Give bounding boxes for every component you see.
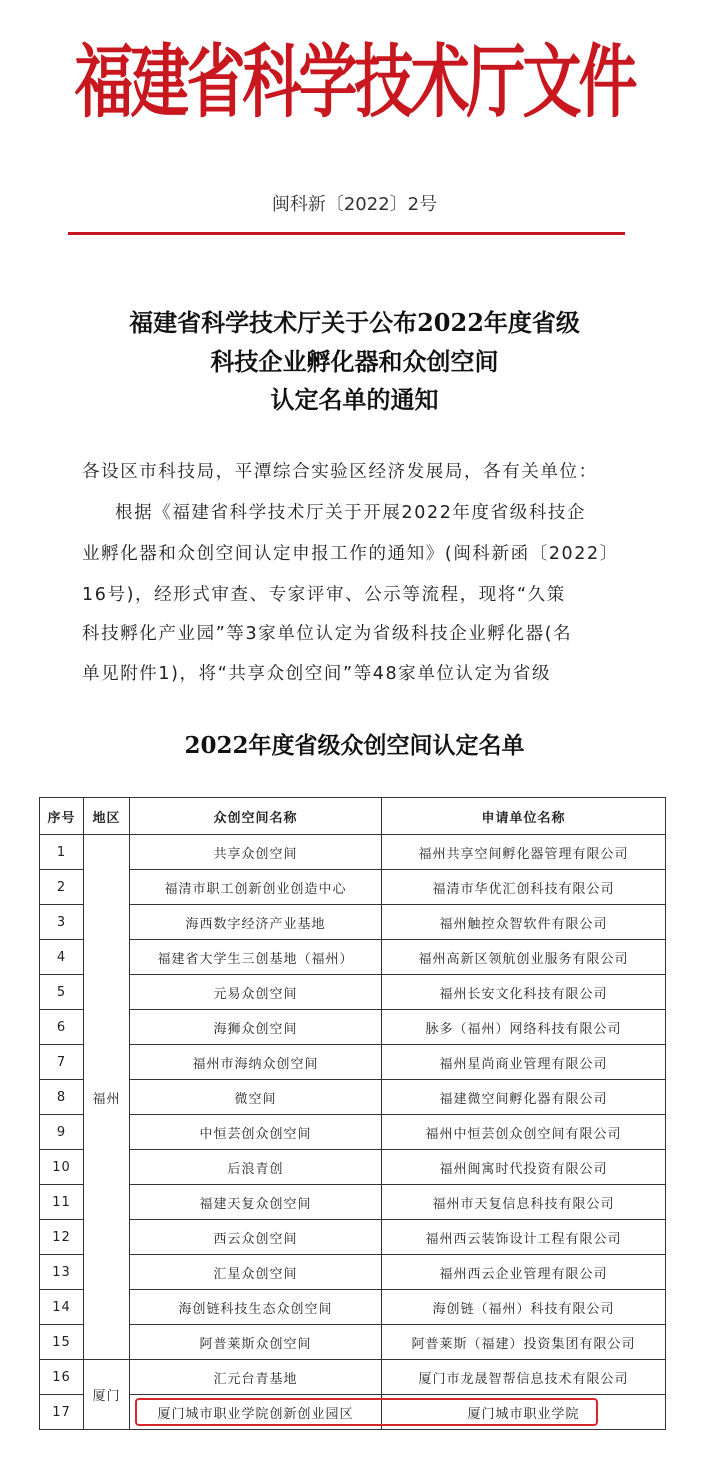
cell-applicant: 福州长安文化科技有限公司 <box>382 975 666 1010</box>
notice-title-line-3: 认定名单的通知 <box>270 385 439 414</box>
cell-space-name: 福建天复众创空间 <box>130 1185 382 1220</box>
cell-serial: 13 <box>40 1255 84 1290</box>
cell-region: 福州 <box>84 835 130 1360</box>
cell-space-name: 汇元台青基地 <box>130 1360 382 1395</box>
table-row <box>40 1325 666 1360</box>
cell-applicant: 脉多（福州）网络科技有限公司 <box>382 1010 666 1045</box>
cell-serial: 16 <box>40 1360 84 1395</box>
cell-serial: 3 <box>40 905 84 940</box>
cell-serial: 17 <box>40 1395 84 1430</box>
cell-applicant: 福州中恒芸创众创空间有限公司 <box>382 1115 666 1150</box>
table-row <box>40 1185 666 1220</box>
cell-applicant: 厦门市龙晟智帮信息技术有限公司 <box>382 1360 666 1395</box>
masthead-title: 福建省科学技术厅文件 <box>74 35 635 129</box>
list-section-title: 2022年度省级众创空间认定名单 <box>184 732 525 759</box>
cell-applicant: 海创链（福州）科技有限公司 <box>382 1290 666 1325</box>
body-text-line: 16号)，经形式审查、专家评审、公示等流程，现将“久策 <box>82 585 566 605</box>
table-row <box>40 1220 666 1255</box>
table-row <box>40 1010 666 1045</box>
table-body <box>40 835 666 1430</box>
body-text-line: 业孵化器和众创空间认定申报工作的通知》(闽科新函〔2022〕 <box>82 544 619 564</box>
cell-applicant: 福州闽寓时代投资有限公司 <box>382 1150 666 1185</box>
notice-title-line-2: 科技企业孵化器和众创空间 <box>210 347 499 376</box>
cell-applicant: 福州西云装饰设计工程有限公司 <box>382 1220 666 1255</box>
cell-space-name: 海创链科技生态众创空间 <box>130 1290 382 1325</box>
cell-space-name: 阿普莱斯众创空间 <box>130 1325 382 1360</box>
header-applicant: 申请单位名称 <box>382 798 666 835</box>
table-row <box>40 1360 666 1395</box>
cell-space-name: 海狮众创空间 <box>130 1010 382 1045</box>
cell-space-name: 微空间 <box>130 1080 382 1115</box>
cell-applicant: 福州触控众智软件有限公司 <box>382 905 666 940</box>
cell-region: 厦门 <box>84 1360 130 1430</box>
cell-applicant: 福建微空间孵化器有限公司 <box>382 1080 666 1115</box>
table-header-row <box>40 798 666 835</box>
body-text-line: 科技孵化产业园”等3家单位认定为省级科技企业孵化器(名 <box>82 624 573 644</box>
table-row <box>40 1255 666 1290</box>
cell-serial: 4 <box>40 940 84 975</box>
cell-space-name: 海西数字经济产业基地 <box>130 905 382 940</box>
cell-space-name: 共享众创空间 <box>130 835 382 870</box>
cell-applicant: 福州星尚商业管理有限公司 <box>382 1045 666 1080</box>
table-row <box>40 835 666 870</box>
cell-applicant: 阿普莱斯（福建）投资集团有限公司 <box>382 1325 666 1360</box>
table-row <box>40 940 666 975</box>
table-row <box>40 1115 666 1150</box>
cell-serial: 1 <box>40 835 84 870</box>
table-row <box>40 870 666 905</box>
table-row <box>40 975 666 1010</box>
cell-serial: 14 <box>40 1290 84 1325</box>
addressee-line: 各设区市科技局，平潭综合实验区经济发展局，各有关单位： <box>82 462 598 482</box>
table-row <box>40 905 666 940</box>
cell-applicant: 福州高新区领航创业服务有限公司 <box>382 940 666 975</box>
red-divider <box>68 232 625 235</box>
cell-serial: 11 <box>40 1185 84 1220</box>
table-row <box>40 1290 666 1325</box>
cell-serial: 5 <box>40 975 84 1010</box>
document-number: 闽科新〔2022〕2号 <box>271 194 438 215</box>
cell-space-name: 中恒芸创众创空间 <box>130 1115 382 1150</box>
table-row <box>40 1080 666 1115</box>
table-row <box>40 1150 666 1185</box>
cell-space-name: 福建省大学生三创基地（福州） <box>130 940 382 975</box>
cell-applicant: 福州共享空间孵化器管理有限公司 <box>382 835 666 870</box>
cell-space-name: 福州市海纳众创空间 <box>130 1045 382 1080</box>
cell-serial: 12 <box>40 1220 84 1255</box>
cell-space-name: 元易众创空间 <box>130 975 382 1010</box>
body-text-line: 单见附件1)，将“共享众创空间”等48家单位认定为省级 <box>82 664 552 684</box>
cell-serial: 15 <box>40 1325 84 1360</box>
cell-space-name: 西云众创空间 <box>130 1220 382 1255</box>
cell-space-name: 福清市职工创新创业创造中心 <box>130 870 382 905</box>
highlight-box-row-17 <box>135 1398 598 1426</box>
cell-serial: 2 <box>40 870 84 905</box>
cell-space-name: 后浪青创 <box>130 1150 382 1185</box>
cell-applicant: 厦门城市职业学院 <box>382 1395 666 1430</box>
cell-applicant: 福州市天复信息科技有限公司 <box>382 1185 666 1220</box>
table-row <box>40 1045 666 1080</box>
header-space-name: 众创空间名称 <box>130 798 382 835</box>
header-serial: 序号 <box>40 798 84 835</box>
cell-serial: 8 <box>40 1080 84 1115</box>
cell-serial: 6 <box>40 1010 84 1045</box>
notice-title-line-1: 福建省科学技术厅关于公布2022年度省级 <box>129 308 580 337</box>
body-text-line: 根据《福建省科学技术厅关于开展2022年度省级科技企 <box>115 503 587 523</box>
header-region: 地区 <box>84 798 130 835</box>
cell-space-name: 厦门城市职业学院创新创业园区 <box>130 1395 382 1430</box>
cell-serial: 7 <box>40 1045 84 1080</box>
cell-serial: 10 <box>40 1150 84 1185</box>
cell-applicant: 福清市华优汇创科技有限公司 <box>382 870 666 905</box>
cell-serial: 9 <box>40 1115 84 1150</box>
maker-space-table <box>39 797 666 1430</box>
cell-space-name: 汇星众创空间 <box>130 1255 382 1290</box>
cell-applicant: 福州西云企业管理有限公司 <box>382 1255 666 1290</box>
